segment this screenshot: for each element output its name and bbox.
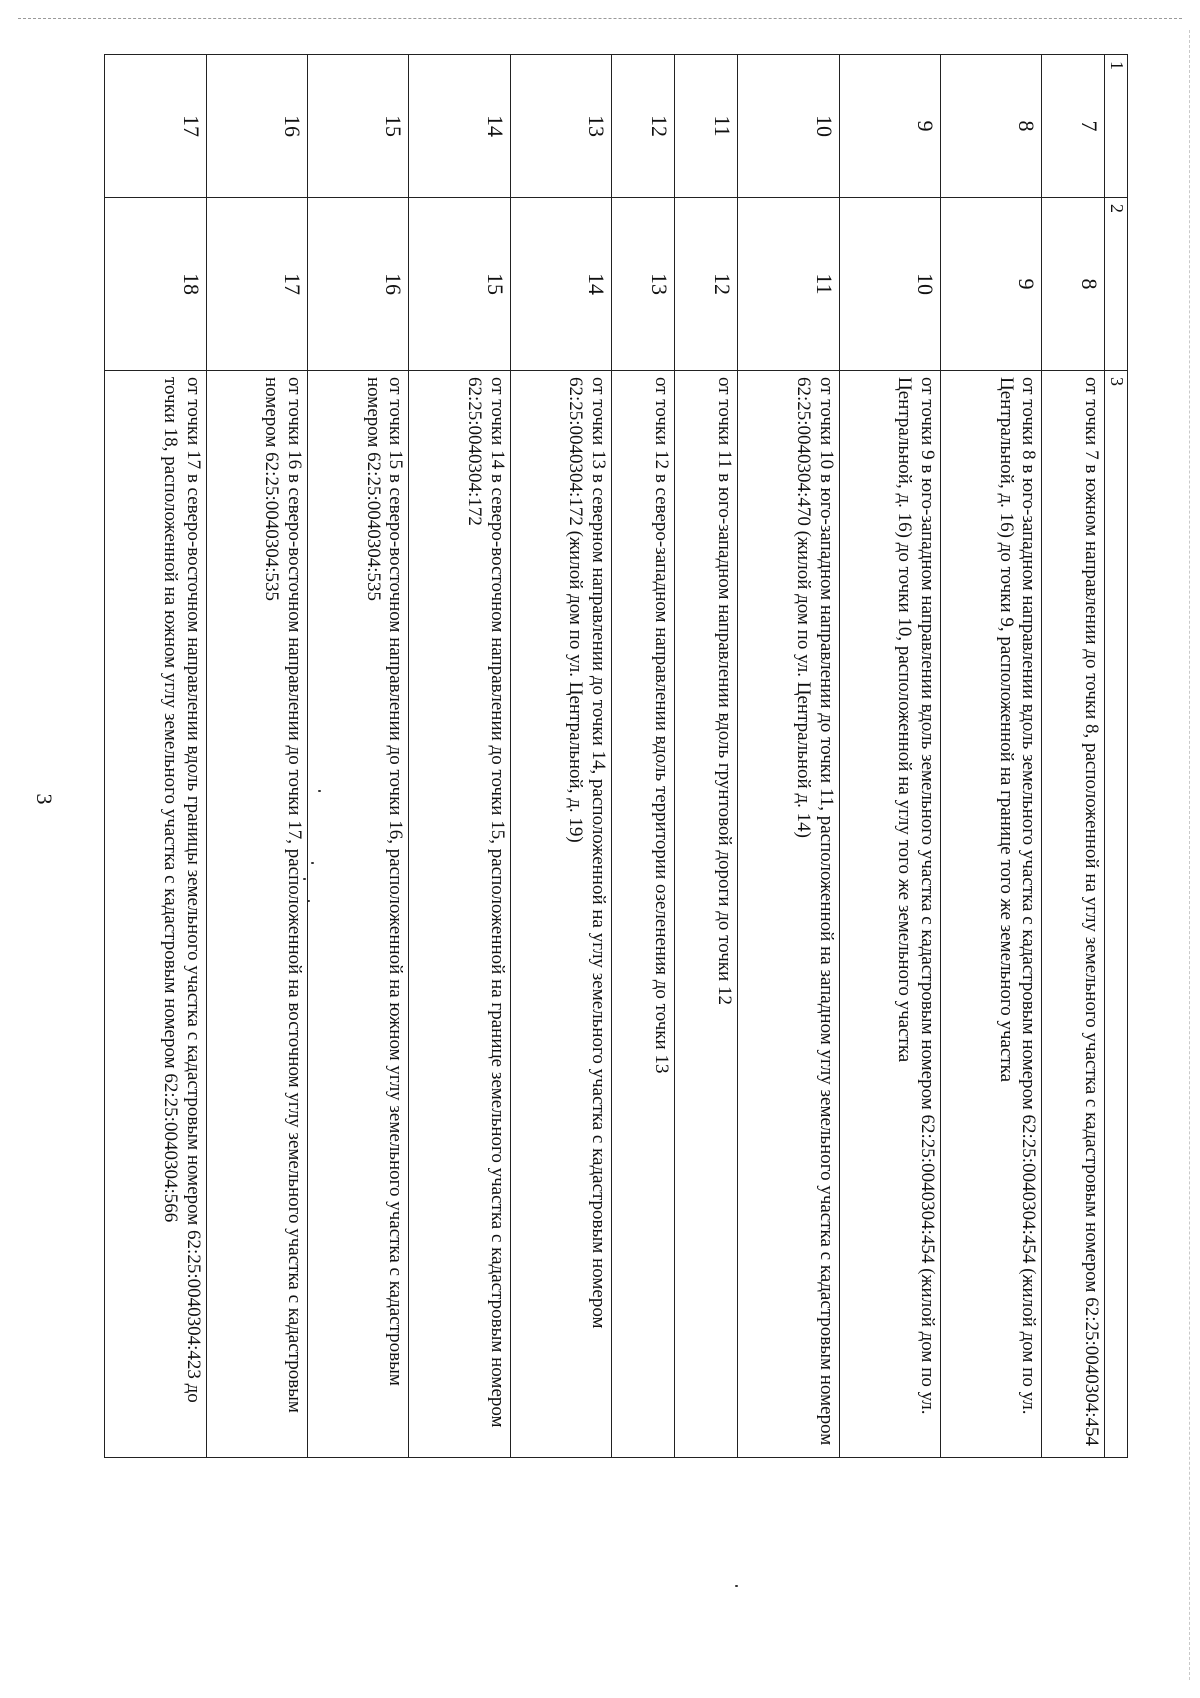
table-header-row <box>1105 55 1128 1458</box>
cell-from-point: 7 <box>1042 55 1105 198</box>
cell-to-point: 8 <box>1042 198 1105 371</box>
cell-to-point: 12 <box>675 198 738 371</box>
scan-edge-top <box>18 18 1182 19</box>
cell-to-point: 16 <box>307 198 408 371</box>
cell-description: от точки 7 в южном направлении до точки 8, расположенной на углу земельного участка с кадастровым номером 62:25:0040304:454 <box>1042 371 1105 1458</box>
table-row <box>1042 55 1105 1458</box>
cell-from-point: 8 <box>941 55 1042 198</box>
cell-description: от точки 10 в юго-западном направлении до точки 11, расположенной на западном углу земельного участка с кадастровым номером 62:25:0040304:470 (жилой дом по ул. Центральной д. 14) <box>738 371 839 1458</box>
cell-to-point: 10 <box>839 198 940 371</box>
cell-description: от точки 12 в северо-западном направлении вдоль территории озеленения до точки 13 <box>612 371 675 1458</box>
cell-description: от точки 14 в северо-восточном направлении до точки 15, расположенной на границе земельного участка с кадастровым номером 62:25:0040304:172 <box>409 371 510 1458</box>
table-row <box>839 55 940 1458</box>
table-row <box>409 55 510 1458</box>
header-col-1: 1 <box>1105 55 1128 198</box>
header-col-2: 2 <box>1105 198 1128 371</box>
cell-to-point: 11 <box>738 198 839 371</box>
page-number: 3 <box>32 793 57 805</box>
cell-description: от точки 13 в северном направлении до точки 14, расположенной на углу земельного участка с кадастровым номером 62:25:0040304:172 (жилой дом по ул. Центральной, д. 19) <box>510 371 611 1458</box>
cell-description: от точки 15 в северо-восточном направлении до точки 16, расположенной на южном углу земельного участка с кадастровым номером 62:25:0040304:535 <box>307 371 408 1458</box>
boundary-table-rotated <box>104 54 1128 1458</box>
scan-speck <box>735 1585 738 1587</box>
cell-from-point: 9 <box>839 55 940 198</box>
cell-from-point: 16 <box>206 55 307 198</box>
cell-to-point: 18 <box>105 198 207 371</box>
cell-description: от точки 8 в юго-западном направлении вдоль земельного участка с кадастровым номером 62:25:0040304:454 (жилой дом по ул. Центральной, д. 16) до точки 9, расположенной на границе того же земельного участка <box>941 371 1042 1458</box>
cell-description: от точки 11 в юго-западном направлении вдоль грунтовой дороги до точки 12 <box>675 371 738 1458</box>
cell-from-point: 17 <box>105 55 207 198</box>
cell-from-point: 12 <box>612 55 675 198</box>
scan-edge-right <box>1189 30 1190 1680</box>
cell-to-point: 15 <box>409 198 510 371</box>
table-row <box>738 55 839 1458</box>
cell-to-point: 13 <box>612 198 675 371</box>
cell-to-point: 17 <box>206 198 307 371</box>
cell-from-point: 10 <box>738 55 839 198</box>
cell-from-point: 11 <box>675 55 738 198</box>
cell-to-point: 9 <box>941 198 1042 371</box>
cell-to-point: 14 <box>510 198 611 371</box>
table-row <box>105 55 207 1458</box>
table-row <box>206 55 307 1458</box>
cell-from-point: 13 <box>510 55 611 198</box>
table-row <box>510 55 611 1458</box>
table-row <box>307 55 408 1458</box>
boundary-table <box>104 54 1128 1458</box>
cell-from-point: 14 <box>409 55 510 198</box>
cell-description: от точки 16 в северо-восточном направлении до точки 17, расположенной на восточном углу земельного участка с кадастровым номером 62:25:0040304:535 <box>206 371 307 1458</box>
cell-description: от точки 17 в северо-восточном направлении вдоль границы земельного участка с кадастровым номером 62:25:0040304:423 до точки 18, расположенной на южном углу земельного участка с кадастровым номером 62:25:0040304:566 <box>105 371 207 1458</box>
table-row <box>941 55 1042 1458</box>
header-col-3: 3 <box>1105 371 1128 1458</box>
table-row <box>675 55 738 1458</box>
cell-description: от точки 9 в юго-западном направлении вдоль земельного участка с кадастровым номером 62:25:0040304:454 (жилой дом по ул. Центральной, д. 16) до точки 10, расположенной на углу того же земельного участка <box>839 371 940 1458</box>
boundary-table-frame <box>104 54 1128 1458</box>
table-row <box>612 55 675 1458</box>
cell-from-point: 15 <box>307 55 408 198</box>
